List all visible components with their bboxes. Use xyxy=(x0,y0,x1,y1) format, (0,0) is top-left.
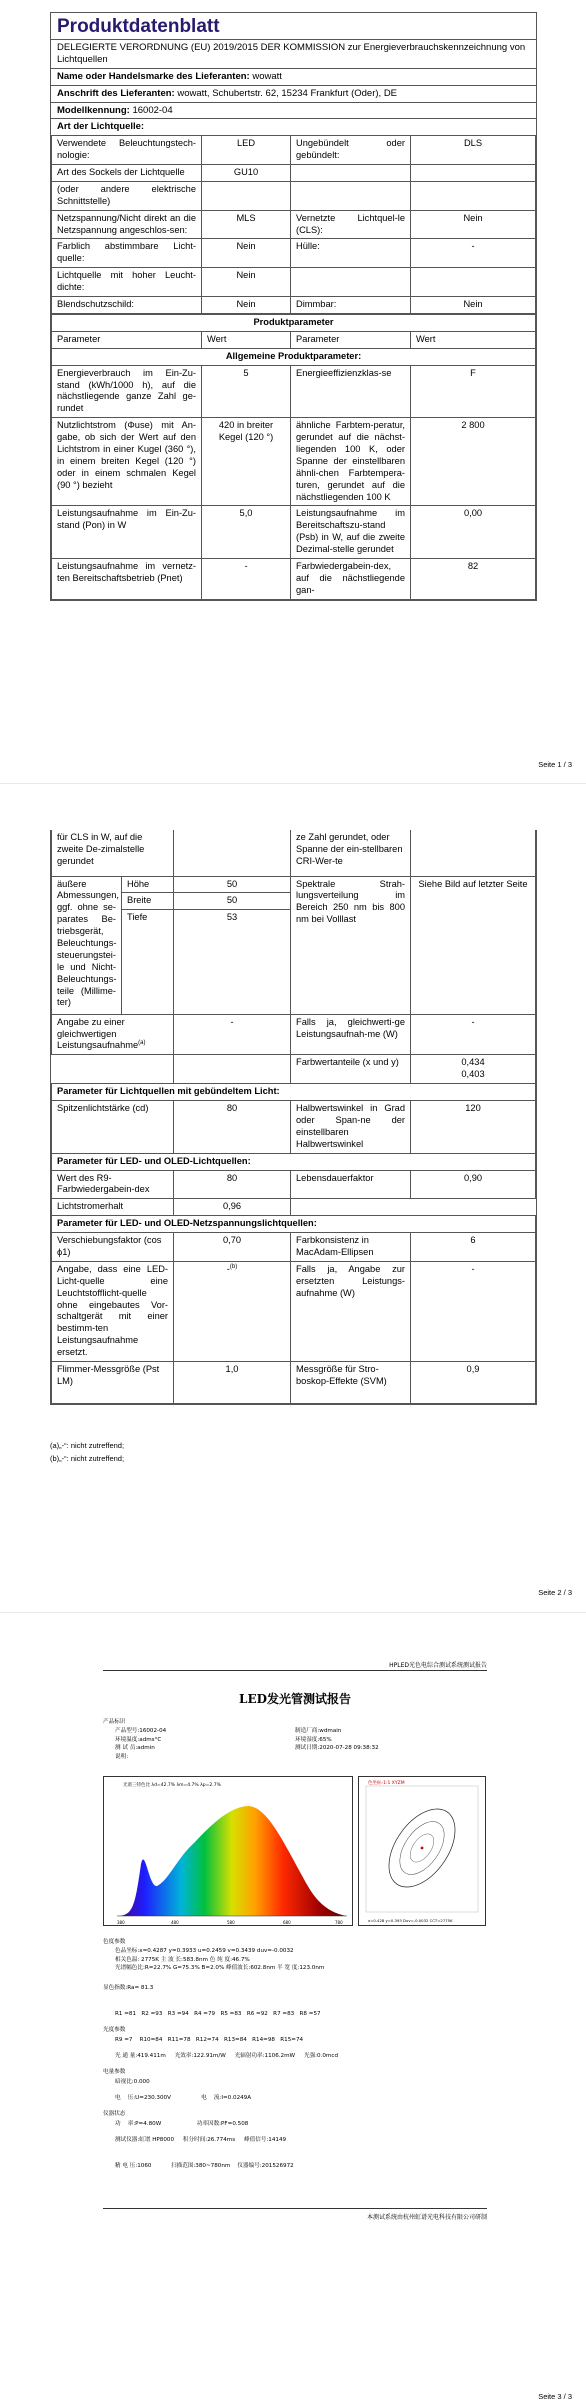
dim-key: Tiefe xyxy=(122,910,174,926)
table-row xyxy=(52,558,536,599)
param-label-2 xyxy=(291,181,411,210)
param-label-2: Vernetzte Lichtquel-le (CLS): xyxy=(291,210,411,239)
param-value-2 xyxy=(411,181,536,210)
col-param-1: Parameter xyxy=(52,331,202,348)
flicker-label: Flimmer-Messgröße (Pst LM) xyxy=(52,1362,174,1404)
life-value: 0,90 xyxy=(411,1170,536,1199)
spectrum-tick: 680 xyxy=(283,1920,291,1925)
dim-value: 50 xyxy=(174,893,291,910)
product-params-heading: Produktparameter xyxy=(52,314,536,331)
page-title: Produktdatenblatt xyxy=(51,13,536,40)
info-item: 产品型号:16002-04 xyxy=(115,1728,167,1734)
param-label: Leistungsaufnahme im Ein-Zu-stand (Pon) in W xyxy=(52,506,202,559)
replace-label: Angabe, dass eine LED-Licht-quelle eine Leuchtstofflicht-quelle ohne eingebautes Vor-schaltgerät mit einer bestimm-ten Leistungsaufnahme ersetzt. xyxy=(52,1261,174,1361)
footnotes xyxy=(50,1440,124,1466)
dims-label: äußere Abmessungen, ggf. ohne se-parates Be-triebsgerät, Beleuchtungs-steuerungstei-le und Nicht-Beleuchtungs-teile (Millime-ter) xyxy=(52,876,122,1014)
cie-label: 色坐标-1:1 XYZM xyxy=(368,1781,405,1786)
cie-caption: x=0.428 y=0.393 Duv=-0.0032 CCT=2775K xyxy=(368,1918,453,1923)
directional-heading: Parameter für Lichtquellen mit gebündeltem Licht: xyxy=(52,1084,536,1101)
page-divider xyxy=(0,1612,586,1613)
table-row xyxy=(52,365,536,418)
table-row xyxy=(52,268,536,297)
spectrum-tick: 480 xyxy=(171,1920,179,1925)
info-item: 制造厂商:wdmain xyxy=(295,1728,342,1734)
param-value: LED xyxy=(202,136,291,165)
beam-label: Halbwertswinkel in Grad oder Span-ne der einstellbaren Halbwertswinkel xyxy=(291,1101,411,1154)
color-params-heading: 色度参数 xyxy=(103,1939,126,1945)
beam-value: 120 xyxy=(411,1101,536,1154)
param-value-2: 0,00 xyxy=(411,506,536,559)
page2-table xyxy=(51,830,536,1404)
param-value: 5,0 xyxy=(202,506,291,559)
table-row xyxy=(52,210,536,239)
param-label: Lichtquelle mit hoher Leucht-dichte: xyxy=(52,268,202,297)
r9-label: Wert des R9-Farbwiedergabein-dex xyxy=(52,1170,174,1199)
param-label-2: Ungebündelt oder gebündelt: xyxy=(291,136,411,165)
inst-line: 精 电 压:1060 扫描范围:380~780nm 仪器编号:201526972 xyxy=(115,2163,294,2170)
spectrum-note: 光谱三特色比 λd=42.7% λm=4.7% λp=2.7% xyxy=(123,1783,221,1788)
cri-line: R1 =81 R2 =93 R3 =94 R4 =79 R5 =83 R6 =92 R7 =83 R8 =57 xyxy=(115,2011,321,2018)
page-number: Seite 1 / 3 xyxy=(538,760,572,769)
consistency-label: Farbkonsistenz in MacAdam-Ellipsen xyxy=(291,1233,411,1262)
cri-heading: 显色指数:Ra= 81.3 xyxy=(103,1985,154,1991)
info-item: 环境湿度:65% xyxy=(295,1736,332,1743)
param-value xyxy=(202,181,291,210)
cie-ellipse-graphic xyxy=(358,1776,486,1926)
elec-line: 电 压:U=230.300V 电 流:I=0.0249A xyxy=(115,2095,252,2102)
elec-line: 功 率:P=4.80W 功率因数:PF=0.508 xyxy=(115,2121,249,2128)
table-row xyxy=(52,181,536,210)
model: 16002-04 xyxy=(132,104,173,116)
param-label: Leistungsaufnahme im vernetz-ten Bereitschaftsbetrieb (Pnet) xyxy=(52,558,202,599)
maint-label: Lichtstromerhalt xyxy=(52,1199,174,1216)
info-item: 说明: xyxy=(115,1753,129,1760)
table-row xyxy=(52,418,536,506)
dim-value: 53 xyxy=(174,910,291,926)
replace-value xyxy=(174,1261,291,1361)
led-heading: Parameter für LED- und OLED-Lichtquellen: xyxy=(52,1153,536,1170)
param-value-2: Nein xyxy=(411,297,536,314)
address-row xyxy=(51,86,536,103)
supplier-name-label: Name oder Handelsmarke des Lieferanten: xyxy=(57,70,250,82)
color-param-line: 光谱幅色比:R=22.7% G=75.3% B=2.0% 峰值波长:602.8nm 半 宽 度:123.0nm xyxy=(115,1965,325,1972)
param-value: MLS xyxy=(202,210,291,239)
color-param-line: 相关色温: 2775K 主 波 长:583.8nm 色 纯 度:46.7% xyxy=(115,1956,250,1963)
param-value: 5 xyxy=(202,365,291,418)
param-value-2 xyxy=(411,268,536,297)
color-coord-values xyxy=(411,1055,536,1084)
photo-line: 暗视比:0.000 xyxy=(115,2079,150,2086)
regulation-text: DELEGIERTE VERORDNUNG (EU) 2019/2015 DER KOMMISSION zur Energieverbrauchskennzeichnung von Lichtquellen xyxy=(51,40,536,69)
cri-cont-label: ze Zahl gerundet, oder Spanne der ein-stellbaren CRI-Wer-te xyxy=(291,830,411,876)
led-test-report xyxy=(95,1660,495,2220)
param-label-2 xyxy=(291,268,411,297)
inst-line: 测试仪器:虹谱 HP8000 积分时间:26.774ms 峰值信号:14149 xyxy=(115,2137,287,2144)
param-value-2: 82 xyxy=(411,558,536,599)
datasheet-frame-2 xyxy=(50,830,537,1405)
param-value: 420 in breiter Kegel (120 °) xyxy=(202,418,291,506)
spectral-label: Spektrale Strah-lungsverteilung im Bereich 250 nm bis 800 nm bei Volllast xyxy=(291,876,411,1014)
color-coord-label: Farbwertanteile (x und y) xyxy=(291,1055,411,1084)
param-label: (oder andere elektrische Schnittstelle) xyxy=(52,181,202,210)
info-item xyxy=(295,1753,475,1762)
photo-line: 光 通 量:419.411m 光效率:122.91m/W 光辐射功率:1106.2mW 光强:0.0mcd xyxy=(115,2053,339,2060)
info-heading: 产品标识 xyxy=(103,1719,126,1725)
param-value: Nein xyxy=(202,239,291,268)
equiv-w-value: - xyxy=(411,1014,536,1055)
photo-heading: 光度参数 xyxy=(103,2027,126,2033)
param-value-2: F xyxy=(411,365,536,418)
address: wowatt, Schubertstr. 62, 15234 Frankfurt (Oder), DE xyxy=(177,87,398,99)
spectrum-tick: 780 xyxy=(335,1920,343,1925)
table-row xyxy=(52,165,536,182)
footnote-a: (a)„-“: nicht zutreffend; xyxy=(50,1441,125,1450)
col-param-2: Parameter xyxy=(291,331,411,348)
product-params-table xyxy=(51,314,536,600)
spectral-value: Siehe Bild auf letzter Seite xyxy=(411,876,536,1014)
param-value: - xyxy=(202,558,291,599)
dim-key: Breite xyxy=(122,893,174,910)
replace-w-value: - xyxy=(411,1261,536,1361)
info-block xyxy=(115,1727,475,1762)
supplier-name: wowatt xyxy=(252,70,282,82)
flicker-value: 1,0 xyxy=(174,1362,291,1404)
param-label-2: Leistungsaufnahme im Bereitschaftszu-stand (Psb) in W, auf die zweite Dezimal-stelle gerundet xyxy=(291,506,411,559)
pf-value: 0,70 xyxy=(174,1233,291,1262)
param-label: Blendschutzschild: xyxy=(52,297,202,314)
mains-heading: Parameter für LED- und OLED-Netzspannungslichtquellen: xyxy=(52,1216,536,1233)
spectrum-graphic xyxy=(103,1776,353,1926)
spectrum-tick: 580 xyxy=(227,1920,235,1925)
dim-value: 50 xyxy=(174,876,291,893)
param-value-2: Nein xyxy=(411,210,536,239)
cls-cont-value xyxy=(174,830,291,876)
general-params-heading: Allgemeine Produktparameter: xyxy=(52,348,536,365)
param-label-2: Energieeffizienzklas-se xyxy=(291,365,411,418)
param-value-2: DLS xyxy=(411,136,536,165)
cls-cont-label: für CLS in W, auf die zweite De-zimalstelle gerundet xyxy=(52,830,174,876)
page-number: Seite 2 / 3 xyxy=(538,1588,572,1597)
replace-w-label: Falls ja, Angabe zur ersetzten Leistungs-aufnahme (W) xyxy=(291,1261,411,1361)
table-row xyxy=(52,506,536,559)
page-1 xyxy=(0,0,586,780)
param-label: Farblich abstimmbare Licht-quelle: xyxy=(52,239,202,268)
maint-value: 0,96 xyxy=(174,1199,291,1216)
replace-value-text: - xyxy=(226,1264,230,1274)
param-label: Energieverbrauch im Ein-Zu-stand (kWh/1000 h), auf die nächstliegende ganze Zahl ge-rundet xyxy=(52,365,202,418)
model-label: Modellkennung: xyxy=(57,104,130,116)
param-value-2: - xyxy=(411,239,536,268)
dim-key: Höhe xyxy=(122,876,174,893)
general-rows xyxy=(52,365,536,599)
cri-line: R9 =7 R10=84 R11=78 R12=74 R13=84 R14=98 R15=74 xyxy=(115,2037,304,2044)
param-label: Nutzlichtstrom (Φuse) mit An-gabe, ob sich der Wert auf den Lichtstrom in einer Kugel (360 °), in einem breiten Kegel (120 °) oder in einem schmalen Kegel (90 °) bezieht xyxy=(52,418,202,506)
info-item: 测 试 员:admin xyxy=(115,1745,155,1752)
color-x: 0,434 xyxy=(461,1057,485,1068)
col-value-1: Wert xyxy=(202,331,291,348)
param-label: Verwendete Beleuchtungstech-nologie: xyxy=(52,136,202,165)
cri-cont-value xyxy=(411,830,536,876)
param-label-2: Dimmbar: xyxy=(291,297,411,314)
info-item: 环境温度:adms°C xyxy=(115,1736,162,1743)
info-item: 测试日期:2020-07-28 09:38:32 xyxy=(295,1745,379,1752)
report-footer: 本测试系统由杭州虹谱光电科技有限公司研制 xyxy=(366,2214,487,2221)
peak-label: Spitzenlichtstärke (cd) xyxy=(52,1101,174,1154)
page-2 xyxy=(0,790,586,1610)
equiv-w-label: Falls ja, gleichwerti-ge Leistungsaufnah-me (W) xyxy=(291,1014,411,1055)
col-value-2: Wert xyxy=(411,331,536,348)
report-title: LED发光管测试报告 xyxy=(239,1692,351,1706)
replace-footnote-ref: (b) xyxy=(229,1263,238,1270)
equiv-label-text: Angabe zu einer gleichwertigen Leistungsaufnahme xyxy=(57,1016,139,1051)
peak-value: 80 xyxy=(174,1101,291,1154)
page-number: Seite 3 / 3 xyxy=(538,2392,572,2401)
equiv-value: - xyxy=(174,1014,291,1055)
type-heading: Art der Lichtquelle: xyxy=(57,121,145,133)
model-row xyxy=(51,103,536,120)
color-y: 0,403 xyxy=(461,1069,485,1080)
footnote-b: (b)„-“: nicht zutreffend; xyxy=(50,1453,125,1463)
life-label: Lebensdauerfaktor xyxy=(291,1170,411,1199)
inst-heading: 仪器状态 xyxy=(103,2111,126,2117)
param-label-2: Hülle: xyxy=(291,239,411,268)
type-table xyxy=(51,135,536,314)
page-divider xyxy=(0,783,586,784)
param-label-2: ähnliche Farbtem-peratur, gerundet auf die nächst-liegenden 100 K, oder Spanne der einstellbaren ähnli-chen Farbtempera-turen, gerundet auf die nächstliegenden 100 K xyxy=(291,418,411,506)
param-value-2 xyxy=(411,165,536,182)
param-value: GU10 xyxy=(202,165,291,182)
inst-values xyxy=(115,2119,294,2188)
param-label: Netzspannung/Nicht direkt an die Netzspannung angeschlos-sen: xyxy=(52,210,202,239)
param-label-2 xyxy=(291,165,411,182)
strobo-label: Messgröße für Stro-boskop-Effekte (SVM) xyxy=(291,1362,411,1404)
table-row xyxy=(52,297,536,314)
report-header: HPLED光色电综合测试系统测试报告 xyxy=(389,1662,487,1669)
param-value: Nein xyxy=(202,268,291,297)
table-row xyxy=(52,136,536,165)
equiv-label xyxy=(52,1014,174,1055)
r9-value: 80 xyxy=(174,1170,291,1199)
type-rows xyxy=(52,136,536,314)
strobo-value: 0,9 xyxy=(411,1362,536,1404)
table-row xyxy=(52,239,536,268)
param-value-2: 2 800 xyxy=(411,418,536,506)
supplier-name-row xyxy=(51,69,536,86)
elec-heading: 电量参数 xyxy=(103,2069,126,2075)
param-label: Art des Sockels der Lichtquelle xyxy=(52,165,202,182)
address-label: Anschrift des Lieferanten: xyxy=(57,87,175,99)
datasheet-frame xyxy=(50,12,537,601)
color-params xyxy=(115,1947,324,1973)
equiv-footnote-ref: (a) xyxy=(138,1040,146,1047)
pf-label: Verschiebungsfaktor (cos ϕ1) xyxy=(52,1233,174,1262)
param-value: Nein xyxy=(202,297,291,314)
spectrum-tick: 380 xyxy=(117,1920,125,1925)
param-label-2: Farbwiedergabein-dex, auf die nächstliegende gan- xyxy=(291,558,411,599)
consistency-value: 6 xyxy=(411,1233,536,1262)
color-param-line: 色品坐标:x=0.4287 y=0.3933 u=0.2459 v=0.3439 duv=-0.0032 xyxy=(115,1948,294,1954)
